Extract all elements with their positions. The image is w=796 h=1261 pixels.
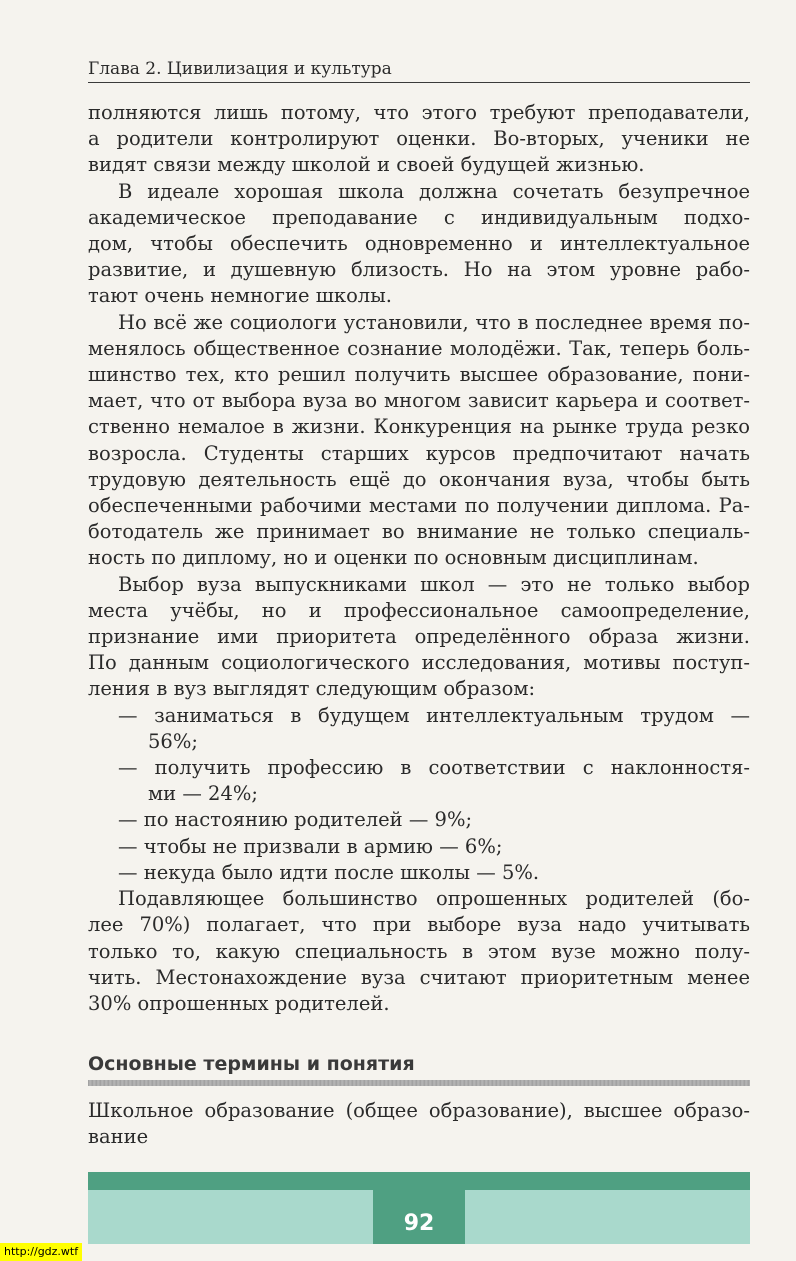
- text-line: полняются лишь потому, что этого требуют преподаватели,: [88, 101, 750, 124]
- section-title: Основные термины и понятия: [88, 1053, 415, 1075]
- text-line: — некуда было идти после школы — 5%.: [118, 860, 540, 884]
- terms-line: вание: [88, 1125, 149, 1148]
- text-line: ность по диплому, но и оценки по основным дисциплинам.: [88, 546, 699, 570]
- watermark-link[interactable]: http://gdz.wtf: [0, 1243, 82, 1261]
- chapter-title: Глава 2. Цивилизация и культура: [88, 59, 392, 79]
- text-line: ственно немалое в жизни. Конкуренция на рынке труда резко: [88, 415, 750, 439]
- text-line: По данным социологического исследования, мотивы поступ-: [88, 651, 750, 675]
- text-line: — заниматься в будущем интеллектуальным трудом —: [118, 703, 750, 727]
- text-line: — по настоянию родителей — 9%;: [118, 808, 473, 832]
- text-line: академическое преподавание с индивидуальным подхо-: [88, 205, 750, 229]
- text-line: возросла. Студенты старших курсов предпочитают начать: [88, 441, 750, 465]
- body-text: [88, 100, 750, 1017]
- text-line: 30% опрошенных родителей.: [88, 991, 390, 1015]
- text-line: признание ими приоритета определённого образа жизни.: [88, 625, 750, 649]
- text-line: Но всё же социологи установили, что в последнее время по-: [118, 310, 750, 334]
- text-line: места учёбы, но и профессиональное самоопределение,: [88, 598, 750, 622]
- text-line: видят связи между школой и своей будущей жизнью.: [88, 153, 645, 177]
- text-line: ботодатель же принимает во внимание не только специаль-: [88, 520, 750, 544]
- text-line: Выбор вуза выпускниками школ — это не только выбор: [118, 572, 750, 596]
- text-line: В идеале хорошая школа должна сочетать безупречное: [118, 179, 750, 203]
- text-line: ления в вуз выглядят следующим образом:: [88, 677, 536, 701]
- terms-text: [88, 1098, 750, 1150]
- text-line: только то, какую специальность в этом вузе можно полу-: [88, 939, 750, 963]
- text-line: развитие, и душевную близость. Но на этом уровне рабо-: [88, 258, 750, 282]
- chapter-header: [88, 58, 750, 83]
- text-line: обеспеченными рабочими местами по получении диплома. Ра-: [88, 494, 750, 518]
- text-line: — получить профессию в соответствии с наклонностя-: [118, 756, 750, 780]
- text-line: — чтобы не призвали в армию — 6%;: [118, 834, 503, 858]
- text-line: менялось общественное сознание молодёжи. Так, теперь боль-: [88, 336, 750, 360]
- text-line: тают очень немногие школы.: [88, 284, 392, 308]
- text-line: лее 70%) полагает, что при выборе вуза надо учитывать: [88, 913, 750, 937]
- section-divider: [88, 1080, 750, 1086]
- terms-line: Школьное образование (общее образование), высшее образо-: [88, 1099, 750, 1122]
- text-line: Подавляющее большинство опрошенных родителей (бо-: [118, 887, 750, 911]
- text-line: чить. Местонахождение вуза считают приоритетным менее: [88, 965, 750, 989]
- text-line: 56%;: [148, 729, 198, 753]
- text-line: шинство тех, кто решил получить высшее образование, пони-: [88, 363, 750, 387]
- text-line: а родители контролируют оценки. Во-вторых, ученики не: [88, 127, 750, 151]
- text-line: трудовую деятельность ещё до окончания вуза, чтобы быть: [88, 467, 750, 491]
- page-number: 92: [403, 1211, 435, 1236]
- text-line: дом, чтобы обеспечить одновременно и интеллектуальное: [88, 232, 750, 256]
- text-line: ми — 24%;: [148, 782, 258, 806]
- text-line: мает, что от выбора вуза во многом зависит карьера и соответ-: [88, 389, 750, 413]
